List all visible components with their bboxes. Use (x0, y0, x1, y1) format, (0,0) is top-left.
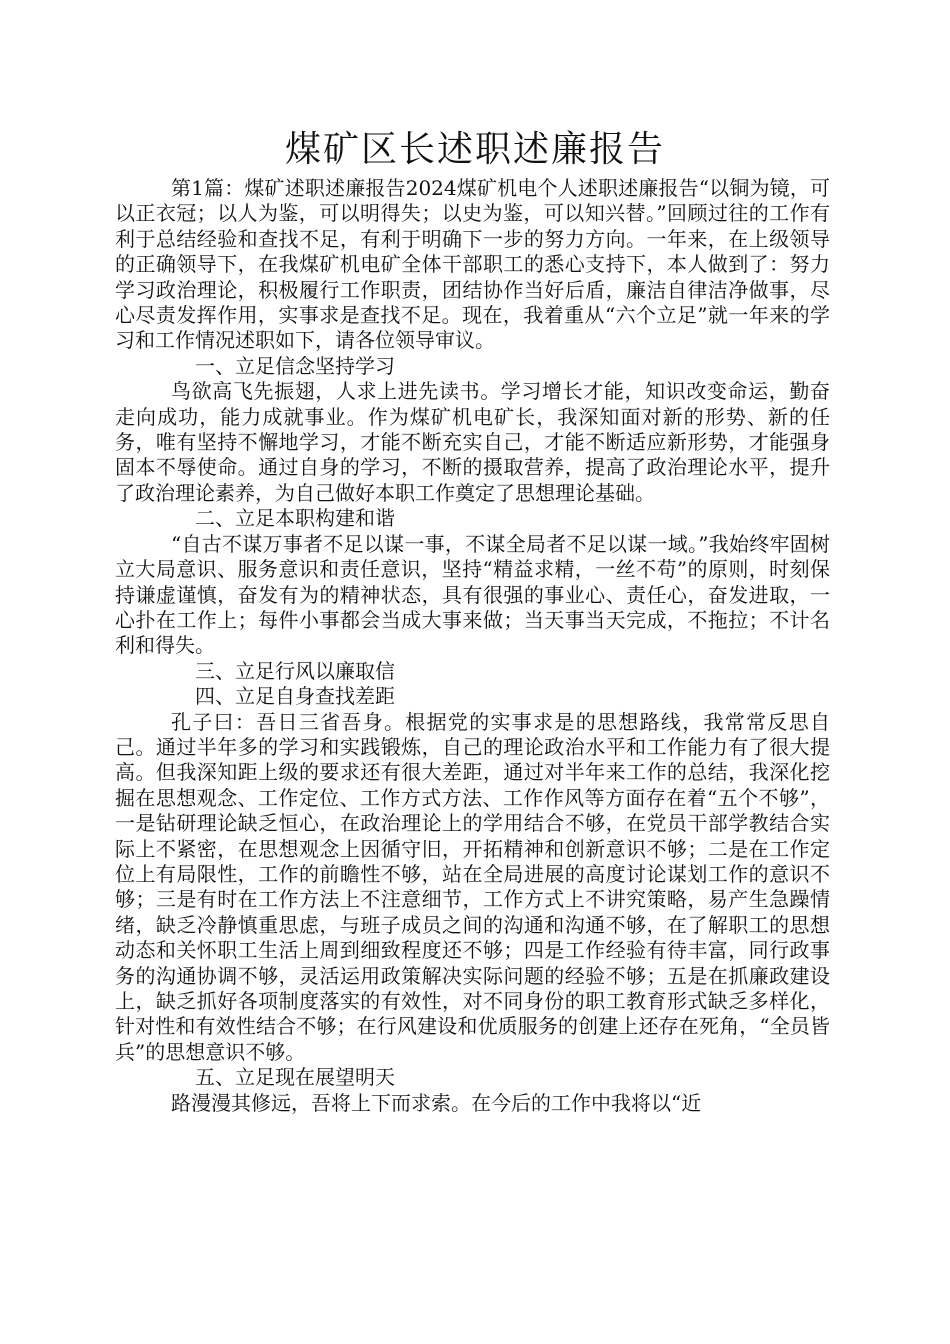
paragraph-study: 鸟欲高飞先振翅，人求上进先读书。学习增长才能，知识改变命运，勤奋走向成功，能力成就事业。作为煤矿机电矿长，我深知面对新的形势、新的任务，唯有坚持不懈地学习，才能不断充实自己，才能不断适应新形势，才能强身固本不辱使命。通过自身的学习，不断的摄取营养，提高了政治理论水平，提升了政治理论素养，为自己做好本职工作奠定了思想理论基础。 (115, 379, 830, 505)
section-heading-2: 二、立足本职构建和谐 (195, 506, 395, 531)
paragraph-self-review: 孔子曰：吾日三省吾身。根据党的实事求是的思想路线，我常常反思自己。通过半年多的学习和实践锻炼，自己的理论政治水平和工作能力有了很大提高。但我深知距上级的要求还有很大差距，通过对半年来工作的总结，我深化挖掘在思想观念、工作定位、工作方式方法、工作作风等方面存在着“五个不够”，一是钻研理论缺乏恒心，在政治理论上的学用结合不够，在党员干部学教结合实际上不紧密，在思想观念上因循守旧，开拓精神和创新意识不够；二是在工作定位上有局限性，工作的前瞻性不够，站在全局进展的高度讨论谋划工作的意识不够；三是有时在工作方法上不注意细节，工作方式上不讲究策略，易产生急躁情绪，缺乏冷静慎重思虑，与班子成员之间的沟通和沟通不够，在了解职工的思想动态和关怀职工生活上周到细致程度还不够；四是工作经验有待丰富，同行政事务的沟通协调不够，灵活运用政策解决实际问题的经验不够；五是在抓廉政建设上，缺乏抓好各项制度落实的有效性，对不同身份的职工教育形式缺乏多样化，针对性和有效性结合不够；在行风建设和优质服务的创建上还存在死角，“全员皆兵”的思想意识不够。 (115, 709, 830, 1064)
paragraph-outlook: 路漫漫其修远，吾将上下而求索。在今后的工作中我将以“近 (171, 1090, 702, 1115)
document-title: 煤矿区长述职述廉报告 (284, 129, 665, 170)
section-heading-1: 一、立足信念坚持学习 (195, 353, 395, 378)
paragraph-intro: 第1篇：煤矿述职述廉报告2024煤矿机电个人述职述廉报告“以铜为镜，可以正衣冠；以人为鉴，可以明得失；以史为鉴，可以知兴替。”回顾过往的工作有利于总结经验和查找不足，有利于明确下一步的努力方向。一年来，在上级领导的正确领导下，在我煤矿机电矿全体干部职工的悉心支持下，本人做到了：努力学习政治理论，积极履行工作职责，团结协作当好后盾，廉洁自律洁净做事，尽心尽责发挥作用，实事求是查找不足。现在，我着重从“六个立足”就一年来的学习和工作情况述职如下，请各位领导审议。 (115, 176, 830, 353)
section-heading-5: 五、立足现在展望明天 (195, 1065, 395, 1090)
paragraph-duty: “自古不谋万事者不足以谋一事，不谋全局者不足以谋一域。”我始终牢固树立大局意识、服务意识和责任意识，坚持“精益求精，一丝不苟”的原则，时刻保持谦虚谨慎，奋发有为的精神状态，具有很强的事业心、责任心，奋发进取，一心扑在工作上；每件小事都会当成大事来做；当天事当天完成，不拖拉；不计名利和得失。 (115, 531, 830, 658)
section-heading-3: 三、立足行风以廉取信 (195, 658, 395, 683)
section-heading-4: 四、立足自身查找差距 (195, 684, 395, 709)
document-body (115, 176, 830, 1116)
